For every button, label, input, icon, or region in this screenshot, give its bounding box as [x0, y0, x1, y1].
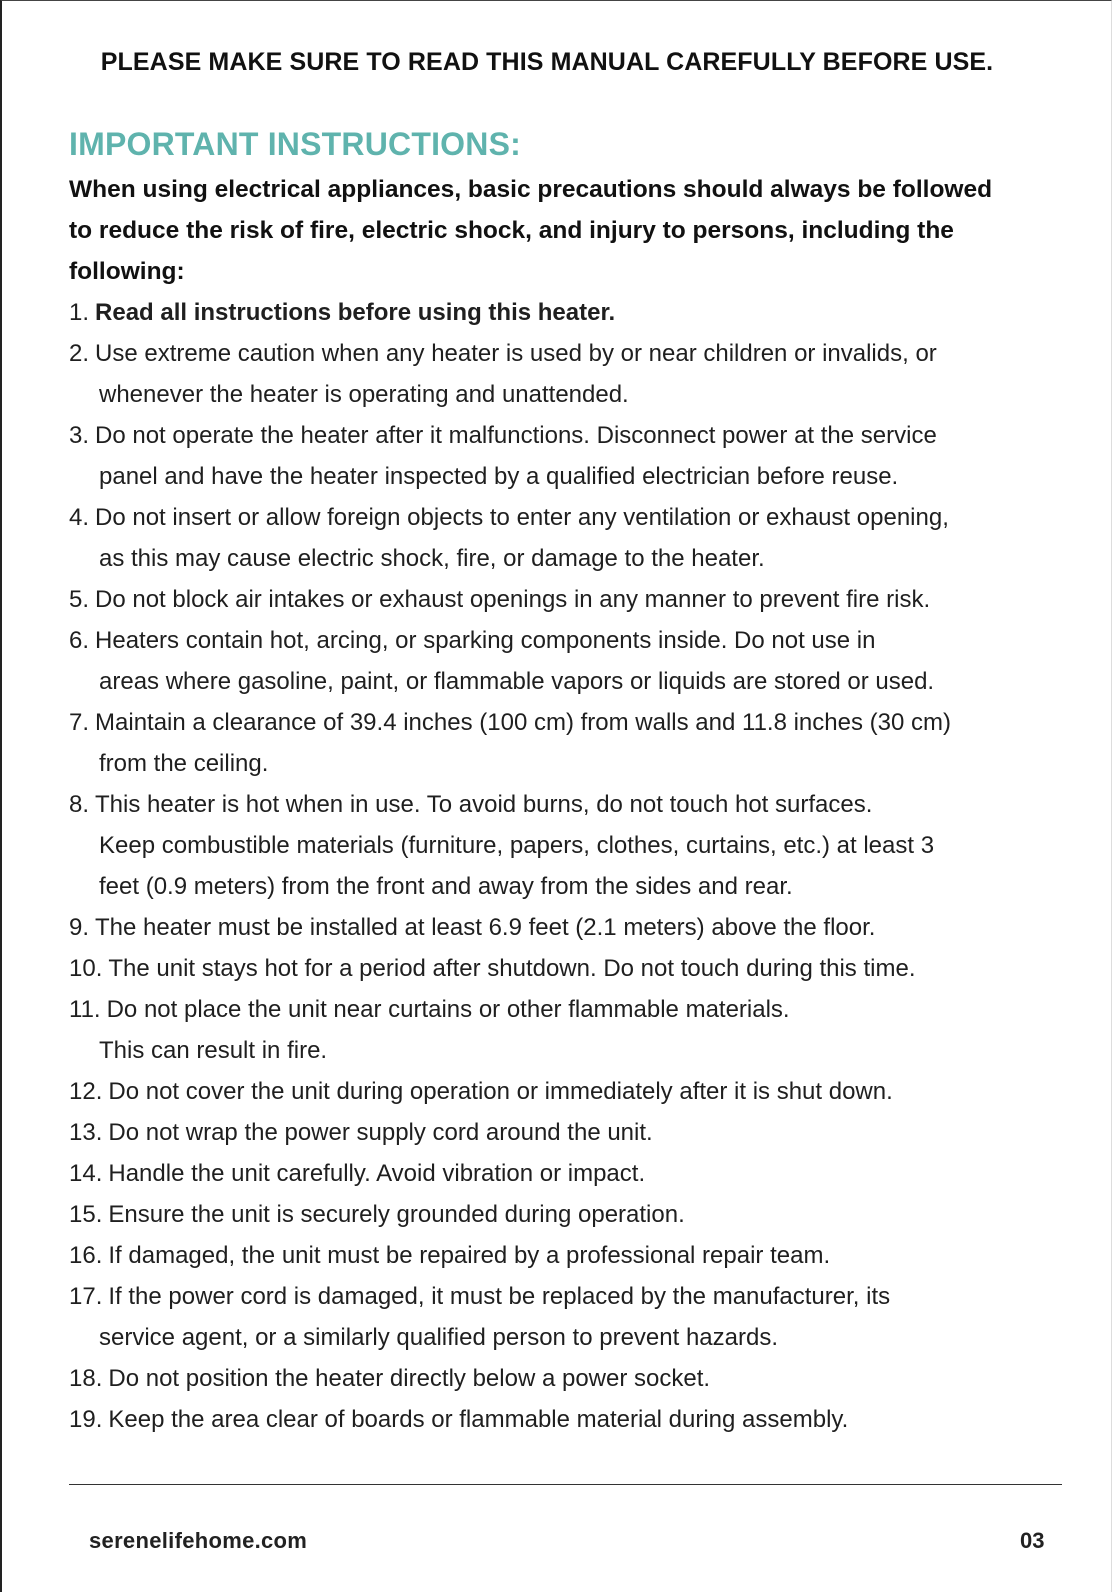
instruction-text: The unit stays hot for a period after shutdown. Do not touch during this time.: [108, 955, 916, 982]
instruction-continuation-line: [69, 1317, 1069, 1358]
instruction-number: 11.: [69, 996, 101, 1023]
instruction-line: [69, 620, 1069, 661]
instruction-number: 9.: [69, 914, 90, 941]
instruction-number: 7.: [69, 709, 90, 736]
instruction-text: If damaged, the unit must be repaired by a professional repair team.: [108, 1242, 831, 1269]
instruction-continuation-line: [69, 374, 1069, 415]
instruction-line: [69, 1194, 1069, 1235]
instruction-item: [69, 497, 1069, 579]
instruction-number: 18.: [69, 1365, 103, 1392]
instruction-number: 17.: [69, 1283, 103, 1310]
instruction-text: from the ceiling.: [99, 750, 269, 777]
instruction-text: Do not block air intakes or exhaust openings in any manner to prevent fire risk.: [95, 586, 931, 613]
instruction-text: Keep combustible materials (furniture, papers, clothes, curtains, etc.) at least 3: [99, 832, 935, 859]
instruction-line: [69, 333, 1069, 374]
instruction-line: [69, 1112, 1069, 1153]
instruction-line: [69, 1276, 1069, 1317]
instruction-text: Maintain a clearance of 39.4 inches (100 cm) from walls and 11.8 inches (30 cm): [95, 709, 951, 736]
instruction-item: [69, 1194, 1069, 1235]
instruction-number: 8.: [69, 791, 90, 818]
instruction-text: If the power cord is damaged, it must be replaced by the manufacturer, its: [108, 1283, 891, 1310]
page-number: 03: [1020, 1528, 1045, 1553]
instruction-number: 14.: [69, 1160, 103, 1187]
instruction-continuation-line: [69, 456, 1069, 497]
instruction-text: Read all instructions before using this heater.: [95, 299, 616, 326]
instruction-item: [69, 989, 1069, 1071]
instruction-line: [69, 579, 1069, 620]
instruction-continuation-line: [69, 743, 1069, 784]
instruction-continuation-line: [69, 538, 1069, 579]
instruction-number: 15.: [69, 1201, 103, 1228]
instruction-number: 6.: [69, 627, 90, 654]
instruction-continuation-line: [69, 866, 1069, 907]
instruction-line: [69, 948, 1069, 989]
instruction-item: [69, 415, 1069, 497]
instruction-continuation-line: [69, 1030, 1069, 1071]
instruction-item: [69, 702, 1069, 784]
instruction-number: 10.: [69, 955, 103, 982]
instruction-line: [69, 415, 1069, 456]
footer-divider: [69, 1484, 1062, 1485]
instruction-text: This heater is hot when in use. To avoid burns, do not touch hot surfaces.: [95, 791, 873, 818]
footer-website: serenelifehome.com: [89, 1528, 308, 1553]
instruction-line: [69, 1399, 1069, 1440]
instruction-line: [69, 702, 1069, 743]
instruction-text: Heaters contain hot, arcing, or sparking components inside. Do not use in: [95, 627, 876, 654]
intro-line: When using electrical appliances, basic precautions should always be followed: [69, 176, 993, 203]
instruction-number: 1.: [69, 299, 90, 326]
instruction-line: [69, 784, 1069, 825]
instruction-number: 16.: [69, 1242, 103, 1269]
instruction-item: [69, 1071, 1069, 1112]
instruction-text: Use extreme caution when any heater is used by or near children or invalids, or: [95, 340, 937, 367]
instruction-text: Keep the area clear of boards or flammable material during assembly.: [108, 1406, 849, 1433]
instruction-item: [69, 292, 1069, 333]
instruction-line: [69, 989, 1069, 1030]
intro-paragraph: [69, 169, 1059, 292]
instruction-text: The heater must be installed at least 6.9 feet (2.1 meters) above the floor.: [95, 914, 876, 941]
instruction-text: Do not operate the heater after it malfunctions. Disconnect power at the service: [95, 422, 937, 449]
instruction-line: [69, 1358, 1069, 1399]
header-notice: PLEASE MAKE SURE TO READ THIS MANUAL CAREFULLY BEFORE USE.: [100, 48, 994, 76]
instruction-item: [69, 1112, 1069, 1153]
instruction-item: [69, 907, 1069, 948]
instruction-list: [69, 292, 1069, 1440]
instruction-text: Do not insert or allow foreign objects to enter any ventilation or exhaust opening,: [95, 504, 949, 531]
instruction-item: [69, 1276, 1069, 1358]
instruction-text: Do not cover the unit during operation or immediately after it is shut down.: [108, 1078, 893, 1105]
instruction-line: [69, 292, 1069, 333]
instruction-item: [69, 333, 1069, 415]
instruction-text: Do not place the unit near curtains or other flammable materials.: [106, 996, 790, 1023]
instruction-text: whenever the heater is operating and unattended.: [99, 381, 629, 408]
instruction-text: This can result in fire.: [99, 1037, 328, 1064]
intro-line: to reduce the risk of fire, electric shock, and injury to persons, including the: [69, 217, 954, 244]
instruction-continuation-line: [69, 825, 1069, 866]
instruction-item: [69, 579, 1069, 620]
instruction-item: [69, 784, 1069, 907]
instruction-item: [69, 1235, 1069, 1276]
instruction-item: [69, 1399, 1069, 1440]
instruction-line: [69, 1153, 1069, 1194]
instruction-line: [69, 497, 1069, 538]
section-title: IMPORTANT INSTRUCTIONS:: [69, 126, 521, 162]
intro-line: following:: [69, 258, 185, 285]
instruction-number: 2.: [69, 340, 90, 367]
instruction-line: [69, 907, 1069, 948]
instruction-text: Ensure the unit is securely grounded during operation.: [108, 1201, 685, 1228]
instruction-text: areas where gasoline, paint, or flammable vapors or liquids are stored or used.: [99, 668, 935, 695]
instruction-line: [69, 1071, 1069, 1112]
instruction-number: 12.: [69, 1078, 103, 1105]
instruction-text: Do not wrap the power supply cord around the unit.: [108, 1119, 653, 1146]
instruction-item: [69, 1358, 1069, 1399]
instruction-number: 19.: [69, 1406, 103, 1433]
instruction-continuation-line: [69, 661, 1069, 702]
instruction-line: [69, 1235, 1069, 1276]
instruction-text: service agent, or a similarly qualified person to prevent hazards.: [99, 1324, 779, 1351]
instruction-number: 5.: [69, 586, 90, 613]
instruction-number: 13.: [69, 1119, 103, 1146]
instruction-text: as this may cause electric shock, fire, or damage to the heater.: [99, 545, 765, 572]
instruction-text: Handle the unit carefully. Avoid vibration or impact.: [108, 1160, 646, 1187]
instruction-item: [69, 620, 1069, 702]
instruction-text: panel and have the heater inspected by a qualified electrician before reuse.: [99, 463, 899, 490]
instruction-number: 3.: [69, 422, 90, 449]
instruction-text: feet (0.9 meters) from the front and away from the sides and rear.: [99, 873, 793, 900]
instruction-item: [69, 1153, 1069, 1194]
instruction-item: [69, 948, 1069, 989]
instruction-number: 4.: [69, 504, 90, 531]
instruction-text: Do not position the heater directly below a power socket.: [108, 1365, 711, 1392]
